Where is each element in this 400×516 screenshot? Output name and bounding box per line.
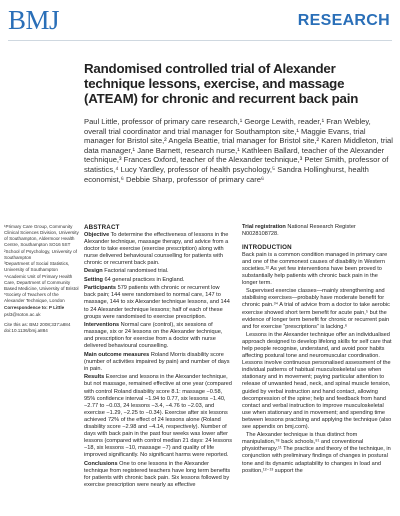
abstract-section (84, 285, 232, 320)
abstract-section (84, 268, 232, 275)
abstract-section-text: One to one lessons in the Alexander technique from registered teachers have long term benefits for patients with chronic back pain. Six lessons followed by exercise prescription were nearly as effective (84, 460, 231, 488)
abstract-section-text: 579 patients with chronic or recurrent low back pain; 144 were randomised to normal care, 147 to massage, 144 to six Alexander technique lessons, and 144 to 24 Alexander technique lessons; half of each of these groups were randomised to exercise prescription. (84, 285, 230, 320)
abstract-section (84, 461, 232, 489)
affiliation: ²School of Psychology, University of Southampton (4, 248, 77, 260)
trial-registration (242, 224, 394, 238)
trial-registration-text: National Research Register N0028108728. (242, 224, 356, 238)
introduction-paragraph: Supervised exercise classes—mainly strengthening and stabilising exercises—probably have moderate benefit for chronic pain.³⁴ A trial of advice from a doctor to take aerobic exercise showed short term benefit for acute pain,⁵ but the evidence of longer term benefit for chronic or recurrent pain and for exercise “prescriptions” is lacking.⁶ (242, 288, 390, 330)
introduction-paragraph: The Alexander technique is thus distinct from manipulation,⁷⁸ back schools,⁹¹ and conventional physiotherapy.¹¹ The practice and theory of the technique, in conjunction with preliminary findings of changes in postural tone and its dynamic adaptability to changes in load and position,¹²⁻¹³ support the (242, 432, 391, 474)
author-list: Paul Little, professor of primary care research,¹ George Lewith, reader,¹ Fran Webley, overall trial coordinator and trial manager for Southampton site,¹ Maggie Evans, trial manager for Bristol site,² Angela Beattie, trial manager for Bristol site,² Karen Middleton, trial data manager,¹ Jane Barnett, research nurse,¹ Kathleen Ballard, teacher of the Alexander technique,³ Frances Oxford, teacher of the Alexander technique,³ Peter Smith, professor of statistics,⁴ Lucy Yardley, professor of health psychology,⁵ Sandra Hollinghurst, health economist,⁶ Debbie Sharp, professor of primary care⁶ (84, 117, 393, 184)
trial-registration-label: Trial registration (242, 224, 286, 230)
abstract-column (84, 224, 232, 490)
introduction-paragraph: Back pain is a common condition managed in primary care and one of the commonest causes of disability in Western societies.¹² As yet few interventions have been proved to substantially help patients with chronic back pain in the longer term. (242, 251, 388, 286)
introduction-paragraph: Lessons in the Alexander technique offer an individualised approach designed to develop lifelong skills for self care that help people recognise, understand, and avoid poor habits affecting postural tone and neuromuscular coordination. Lessons involve continuous personalised assessment of the individual patterns of habitual musculoskeletal use when stationary and in movement; paying particular attention to release of unwanted head, neck, and spinal muscle tension, guided by verbal instruction and hand contact, allowing decompression of the spine; help and feedback from hand contact and verbal instruction to improve musculoskeletal use when stationary and in movement; and spending time between lessons practising and applying the technique (also see appendix on bmj.com). (242, 332, 392, 430)
abstract-section-text: Factorial randomised trial. (102, 268, 169, 275)
article-title: Randomised controlled trial of Alexander technique lessons, exercise, and massage (ATEAM) for chronic and recurrent back pain (84, 61, 359, 107)
abstract-section (84, 322, 232, 350)
section-label: RESEARCH (297, 12, 390, 29)
abstract-section-label: Main outcome measures (84, 351, 150, 358)
abstract-section-text: Roland Morris disability score (number of activities impaired by pain) and number of days in pain. (84, 351, 230, 372)
journal-logo[interactable]: BMJ (8, 5, 60, 35)
journal-header (0, 0, 400, 42)
abstract-section (84, 232, 232, 267)
abstract-heading: ABSTRACT (84, 224, 120, 231)
correspondence-email[interactable]: psl3@soton.ac.uk (4, 311, 41, 317)
affiliation: ³Department of Social Statistics, University of Southampton (4, 261, 70, 273)
introduction-heading: INTRODUCTION (242, 244, 292, 252)
citation-note: Cite this as: BMJ 2008;337:a884 doi:10.1136/bmj.a884 (4, 321, 71, 333)
abstract-section (84, 277, 232, 284)
abstract-section-label: Conclusions (84, 460, 118, 467)
abstract-section-label: Interventions (84, 322, 120, 329)
abstract-section-label: Results (84, 374, 105, 381)
abstract-section-text: To determine the effectiveness of lessons in the Alexander technique, massage therapy, and advice from a doctor to take exercise (exercise prescription) along with nurse delivered behavioural counselling for patients with chronic or recurrent back pain. (84, 231, 229, 266)
abstract-section-text: Exercise and lessons in the Alexander technique, but not massage, remained effective at one year (compared with control Roland disability score 8.1: massage −0.58, 95% confidence interval −1.94 to 0.77, six lessons −1.40, −2.77 to −0.03, 24 lessons −3.4, −4.76 to −2.03, and exercise −1.29, −2.25 to −0.34). Exercise after six lessons achieved 72% of the effect of 24 lessons alone (Roland disability score −2.98 and −4.14, respectively). Number of days with back pain in the past four weeks was lower after lessons (compared with control median 21 days: 24 lessons −18, six lessons −10, massage −7) and quality of life improved significantly. No significant harms were reported. (84, 374, 232, 458)
abstract-section-label: Setting (84, 276, 103, 283)
abstract-section (84, 374, 232, 459)
abstract-section-label: Participants (84, 285, 117, 292)
affiliation: ⁵Society of Teachers of the Alexander Technique, London (4, 292, 65, 304)
correspondence-label: Correspondence to: P Little (4, 304, 65, 310)
abstract-section-text: 64 general practices in England. (102, 276, 185, 283)
introduction-column (242, 224, 394, 476)
affiliation: ⁴Academic Unit of Primary Health Care, Department of Community Based Medicine, University of Bristol (4, 273, 79, 291)
affiliation: ¹Primary Care Group, Community Clinical Sciences Division, University of Southampton, Aldermoor Health Centre, Southampton SO16 5ST (4, 224, 79, 247)
abstract-section-label: Objective (84, 231, 110, 238)
abstract-section-text: Normal care (control), six sessions of massage, six or 24 lessons on the Alexander technique, and prescription for exercise from a doctor with nurse delivered behavioural counselling. (84, 322, 223, 350)
header-divider (8, 40, 392, 41)
affiliations-column (4, 224, 79, 334)
abstract-section (84, 352, 232, 373)
abstract-section-label: Design (84, 268, 103, 275)
